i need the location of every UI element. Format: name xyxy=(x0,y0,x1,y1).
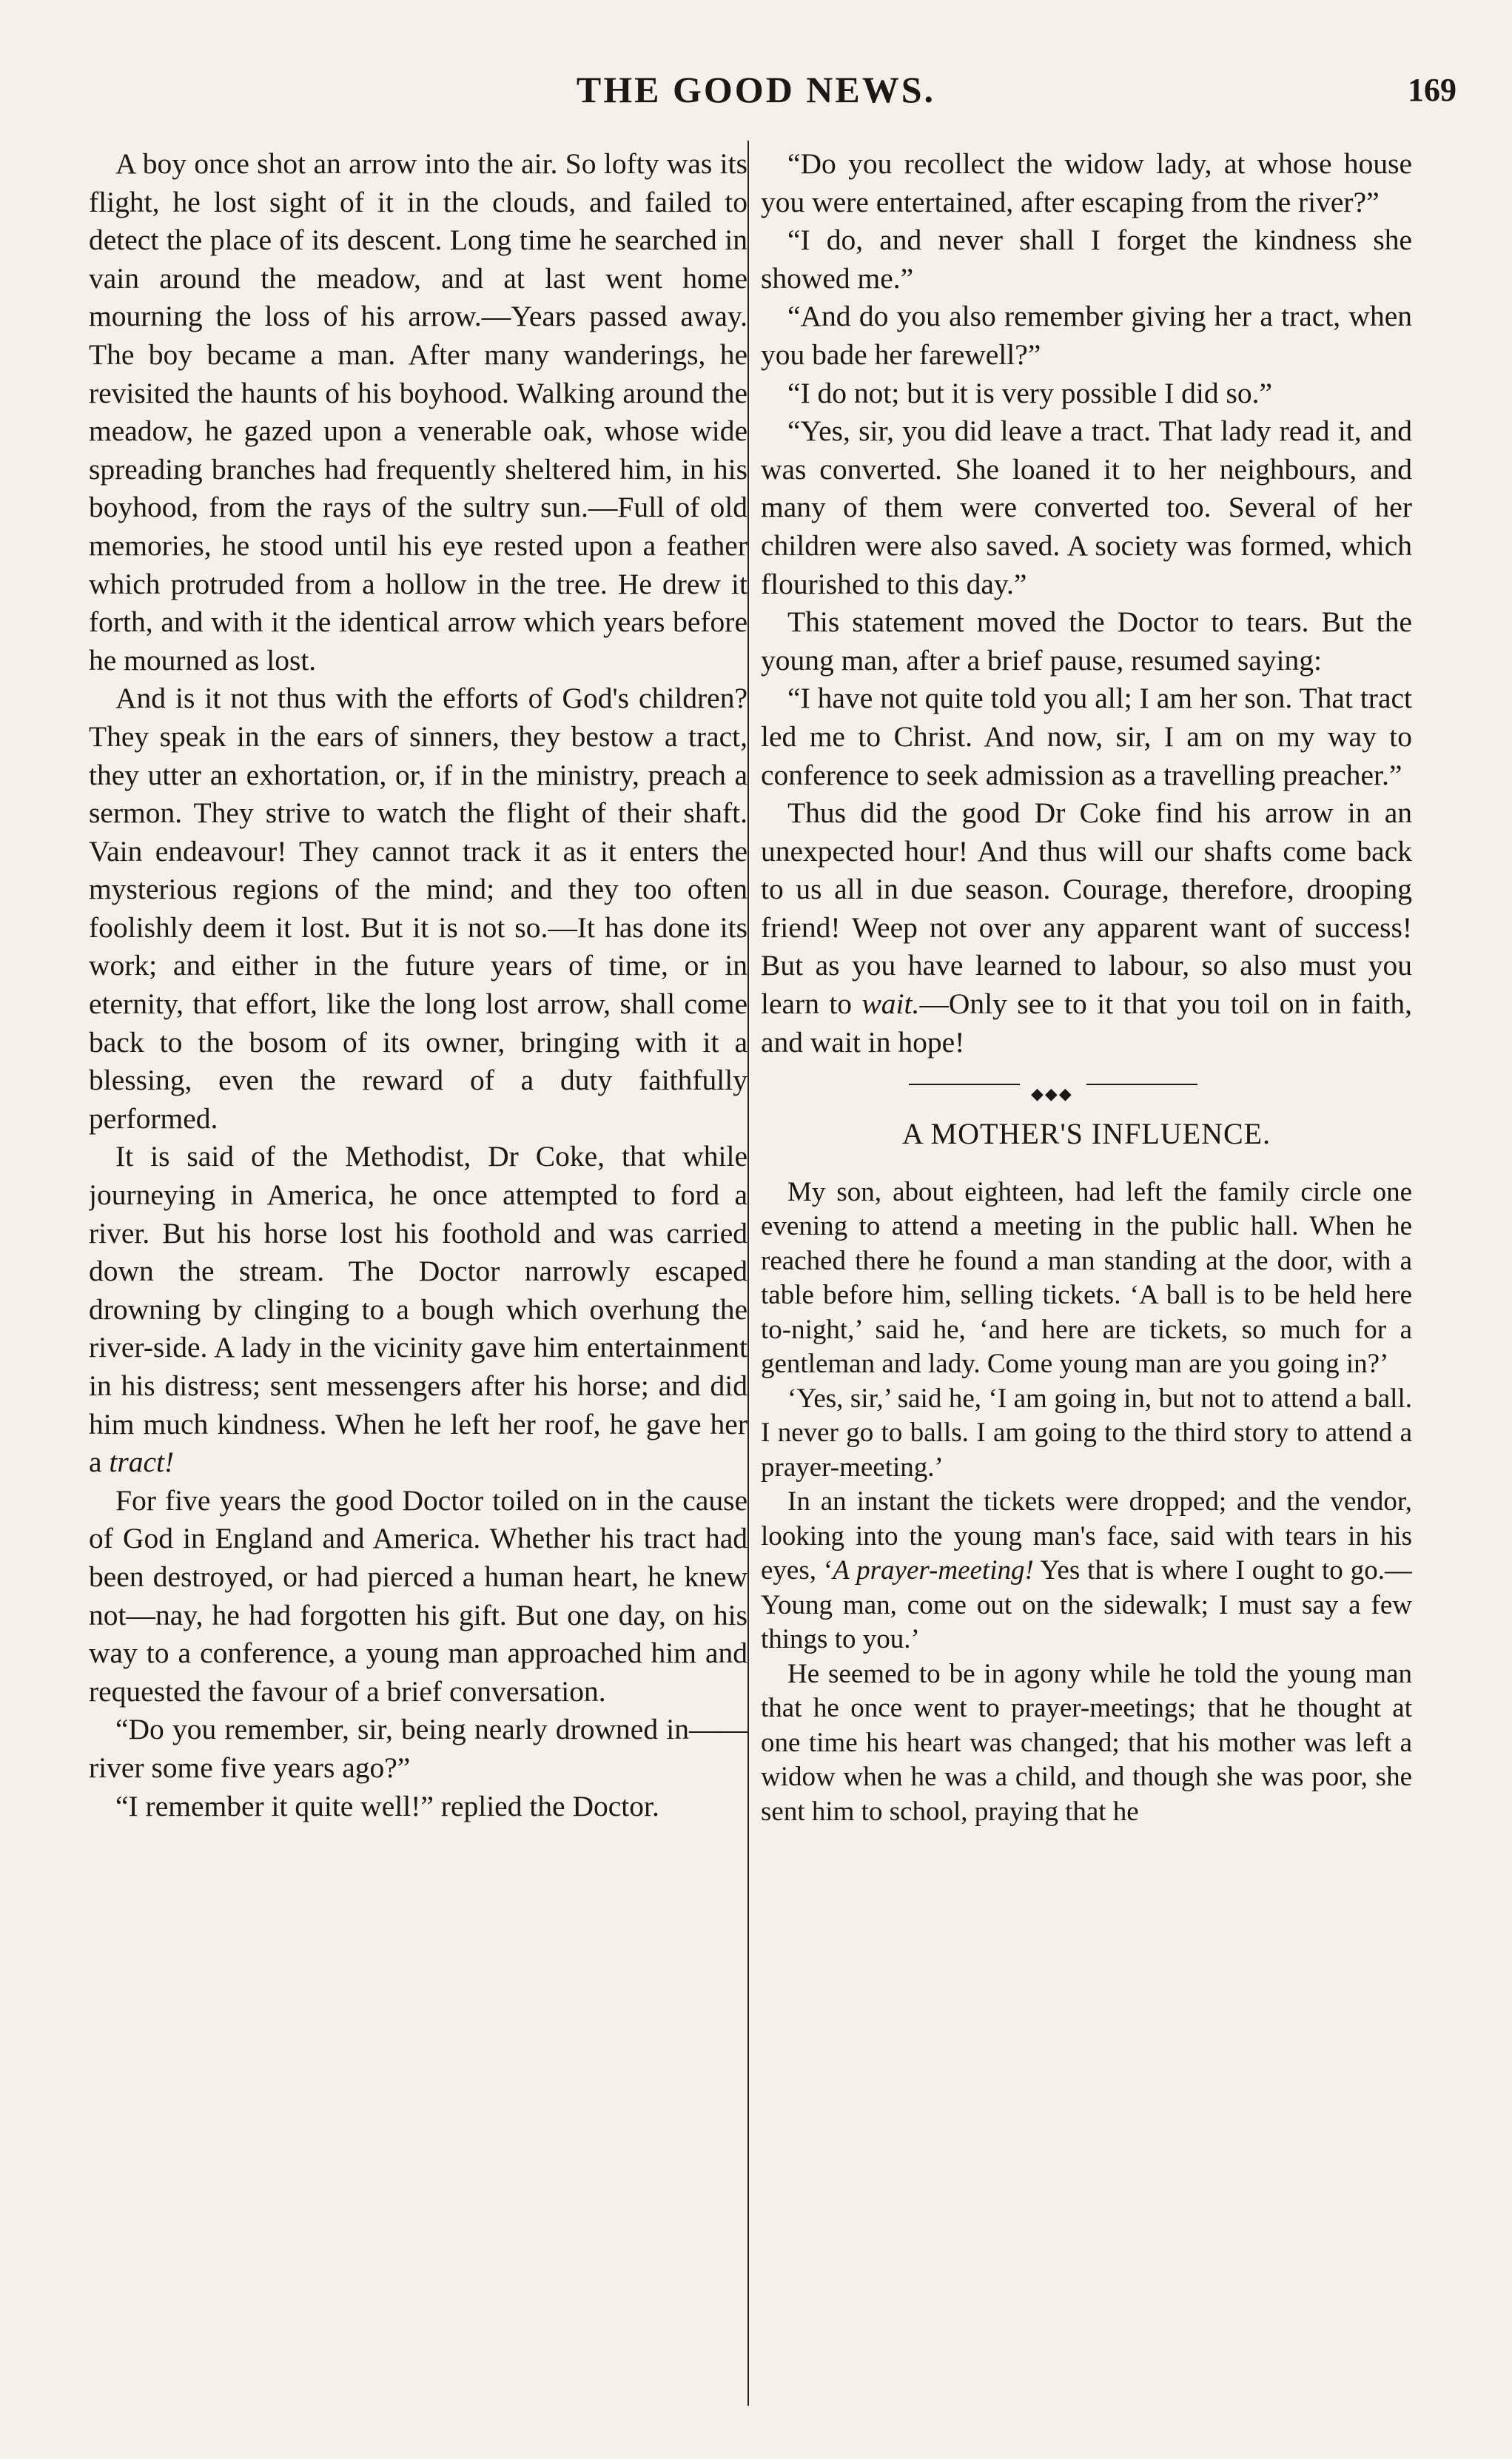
emphasis-prayer-meeting: A prayer-meeting! xyxy=(833,1555,1034,1586)
arrow-paragraph: A boy once shot an arrow into the air. So lofty was its flight, he lost sight of it in the clouds, and failed to detect the place of its descent. Long time he searched in vain around the meadow, and at last went home mourning the loss of his arrow.—Years passed away. The boy became a man. After many wanderings, he revisited the haunts of his boyhood. Walking around the meadow, he gazed upon a venerable oak, whose wide spreading branches had frequently sheltered him, in his boyhood, from the rays of the sultry sun.—Full of old memories, he stood until his eye rested upon a feather which protruded from a hollow in the tree. He drew it forth, and with it the identical arrow which years before he mourned as lost. xyxy=(89,147,747,677)
section-separator xyxy=(761,1075,1412,1104)
separator-line xyxy=(909,1084,1020,1085)
article-paragraph: In an instant the tickets were dropped; and the vendor, looking into the young man's face, said with tears in his eyes, ‘A prayer-meeting! Yes that is where I ought to go.—Young man, come out on the sidewalk; I must say a few things to you.’ xyxy=(761,1486,1412,1655)
emphasis-wait: wait. xyxy=(861,987,920,1021)
separator-line xyxy=(1086,1084,1197,1085)
efforts-paragraph: And is it not thus with the efforts of God's children? They speak in the ears of sinners, they bestow a tract, they utter an exhortation, or, if in the ministry, preach a sermon. They strive to watch the flight of their shaft. Vain endeavour! They cannot track it as it enters the mysterious regions of the mind; and they too often foolishly deem it lost. But it is not so.—It has done its work; and either in the future years of time, or in eternity, that effort, like the long lost arrow, shall come back to the bosom of its owner, bringing with it a blessing, even the reward of a duty faithfully performed. xyxy=(89,682,747,1135)
separator-ornament: ◆◆◆ xyxy=(1031,1084,1073,1104)
dialogue-line: “Yes, sir, you did leave a tract. That lady read it, and was converted. She loaned it to her neighbours, and many of them were converted too. Several of her children were also saved. A society was formed, which flourished to this day.” xyxy=(761,415,1412,600)
dialogue-line: “Do you remember, sir, being nearly drowned in——river some five years ago?” xyxy=(89,1713,747,1784)
left-column xyxy=(89,145,747,2410)
dialogue-line: “I do not; but it is very possible I did so.” xyxy=(787,376,1272,409)
column-divider xyxy=(747,141,749,2406)
coke-paragraph: It is said of the Methodist, Dr Coke, that while journeying in America, he once attempted to ford a river. But his horse lost his foothold and was carried down the stream. The Doctor narrowly escaped drowning by clinging to a bough which overhung the river-side. A lady in the vicinity gave him entertainment in his distress; sent messengers after his horse; and did him much kindness. When he left her roof, he gave her a tract! xyxy=(89,1140,747,1479)
dialogue-line: “I do, and never shall I forget the kindness she showed me.” xyxy=(761,224,1412,295)
narrative-paragraph: This statement moved the Doctor to tears. But the young man, after a brief pause, resumed saying: xyxy=(761,605,1412,677)
article-body xyxy=(761,1175,1412,1830)
article-paragraph: ‘Yes, sir,’ said he, ‘I am going in, but not to attend a ball. I never go to balls. I am going to the third story to attend a prayer-meeting.’ xyxy=(761,1383,1412,1483)
dialogue-line: “I remember it quite well!” replied the Doctor. xyxy=(115,1789,659,1822)
emphasis-tract: tract! xyxy=(109,1446,175,1479)
dialogue-line: “Do you recollect the widow lady, at whose house you were entertained, after escaping from the river?” xyxy=(761,147,1412,218)
section-title: A MOTHER'S INFLUENCE. xyxy=(901,1117,1271,1151)
article-paragraph: He seemed to be in agony while he told the young man that he once went to prayer-meetings; that he thought at one time his heart was changed; that his mother was left a widow when he was a child, and though she was poor, she sent him to school, praying that he xyxy=(761,1658,1412,1827)
dialogue-line: “And do you also remember giving her a tract, when you bade her farewell?” xyxy=(761,300,1412,371)
publication-title: THE GOOD NEWS. xyxy=(576,69,936,110)
article-paragraph: My son, about eighteen, had left the family circle one evening to attend a meeting in the public hall. When he reached there he found a man standing at the door, with a table before him, selling tickets. ‘A ball is to be held here to-night,’ said he, ‘and here are tickets, so much for a gentleman and lady. Come young man are you going in?’ xyxy=(761,1176,1412,1380)
right-column xyxy=(761,145,1412,2410)
page-number: 169 xyxy=(1408,72,1456,108)
conclusion-paragraph: Thus did the good Dr Coke find his arrow in an unexpected hour! And thus will our shafts come back to us all in due season. Courage, therefore, drooping friend! Weep not over any apparent want of success! But as you have learned to labour, so also must you learn to wait.—Only see to it that you toil on in faith, and wait in hope! xyxy=(761,796,1412,1059)
dialogue-line: “I have not quite told you all; I am her son. That tract led me to Christ. And now, sir, I am on my way to conference to seek admission as a travelling preacher.” xyxy=(761,682,1412,791)
page-header xyxy=(0,68,1512,127)
five-years-paragraph: For five years the good Doctor toiled on in the cause of God in England and America. Whether his tract had been destroyed, or had pierced a human heart, he knew not—nay, he had forgotten his gift. But one day, on his way to a conference, a young man approached him and requested the favour of a brief conversation. xyxy=(89,1483,747,1708)
